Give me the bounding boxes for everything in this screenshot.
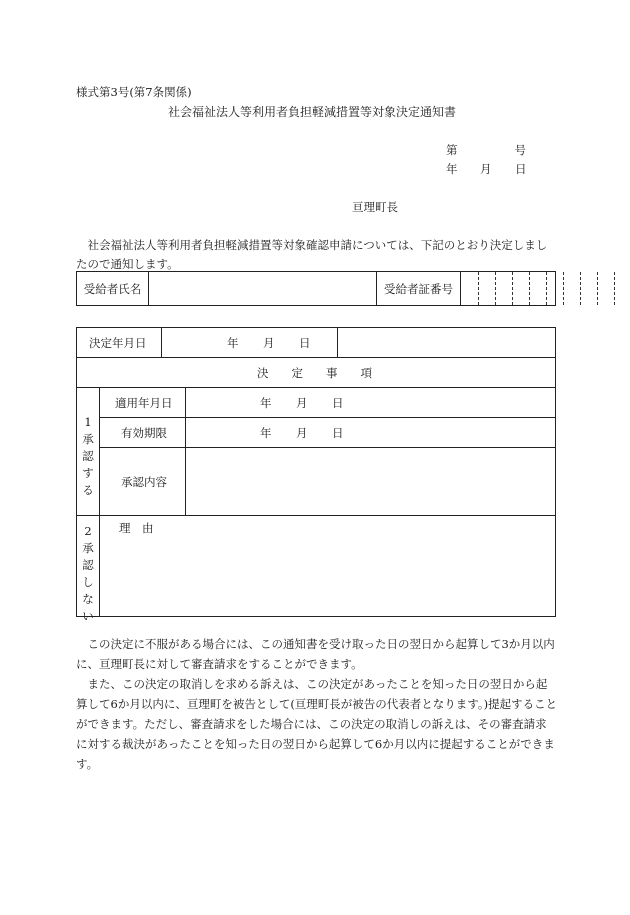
decision-date-year: 年	[227, 336, 239, 350]
reason-label: 理 由	[119, 521, 154, 535]
date-month: 月	[480, 162, 492, 176]
decision-items-header: 決 定 事 項	[257, 366, 372, 380]
validity-day: 日	[332, 426, 344, 440]
approval-content-label: 承認内容	[121, 475, 167, 489]
recipient-cert-number-boxes[interactable]	[461, 272, 555, 305]
date-day: 日	[515, 162, 527, 176]
lawsuit-notice: また、この決定の取消しを求める訴えは、この決定があったことを知った日の翌日から起算して6か月以内に、亘理町を被告として(亘理町長が被告の代表者となります。)提起することができます。ただし、審査請求をした場合には、この決定の取消しの訴えは、その審査請求に対する裁決があったことを知った日の翌日から起算して6か月以内に提起することができます。	[76, 677, 558, 771]
validity-label: 有効期限	[121, 426, 167, 440]
intro-text: 社会福祉法人等利用者負担軽減措置等対象確認申請については、下記のとおり決定しましたので通知します。	[76, 238, 548, 271]
decision-date-label: 決定年月日	[89, 336, 147, 350]
apply-date-month: 月	[296, 396, 308, 410]
issuer-name: 亘理町長	[352, 200, 398, 214]
document-title: 社会福祉法人等利用者負担軽減措置等対象決定通知書	[168, 105, 457, 119]
appeal-notice: この決定に不服がある場合には、この通知書を受け取った日の翌日から起算して3か月以内に、亘理町長に対して審査請求をすることができます。	[76, 637, 555, 671]
validity-year: 年	[260, 426, 272, 440]
recipient-table	[76, 271, 556, 306]
date-year: 年	[446, 162, 458, 176]
number-prefix: 第	[446, 143, 458, 157]
recipient-name-label: 受給者氏名	[77, 272, 149, 305]
number-suffix: 号	[514, 143, 526, 157]
approve-section-label: 1 承 認 す る	[82, 415, 94, 497]
recipient-name-field[interactable]	[149, 272, 377, 305]
validity-month: 月	[296, 426, 308, 440]
document-number-line	[446, 142, 526, 158]
reject-section-label: 2 承 認 し な い	[82, 524, 94, 623]
decision-date-day: 日	[299, 336, 311, 350]
form-number: 様式第3号(第7条関係)	[76, 85, 192, 99]
recipient-cert-label: 受給者証番号	[377, 272, 461, 305]
decision-table	[76, 327, 556, 623]
apply-date-day: 日	[332, 396, 344, 410]
apply-date-label: 適用年月日	[115, 396, 173, 410]
decision-date-month: 月	[263, 336, 275, 350]
apply-date-year: 年	[260, 396, 272, 410]
